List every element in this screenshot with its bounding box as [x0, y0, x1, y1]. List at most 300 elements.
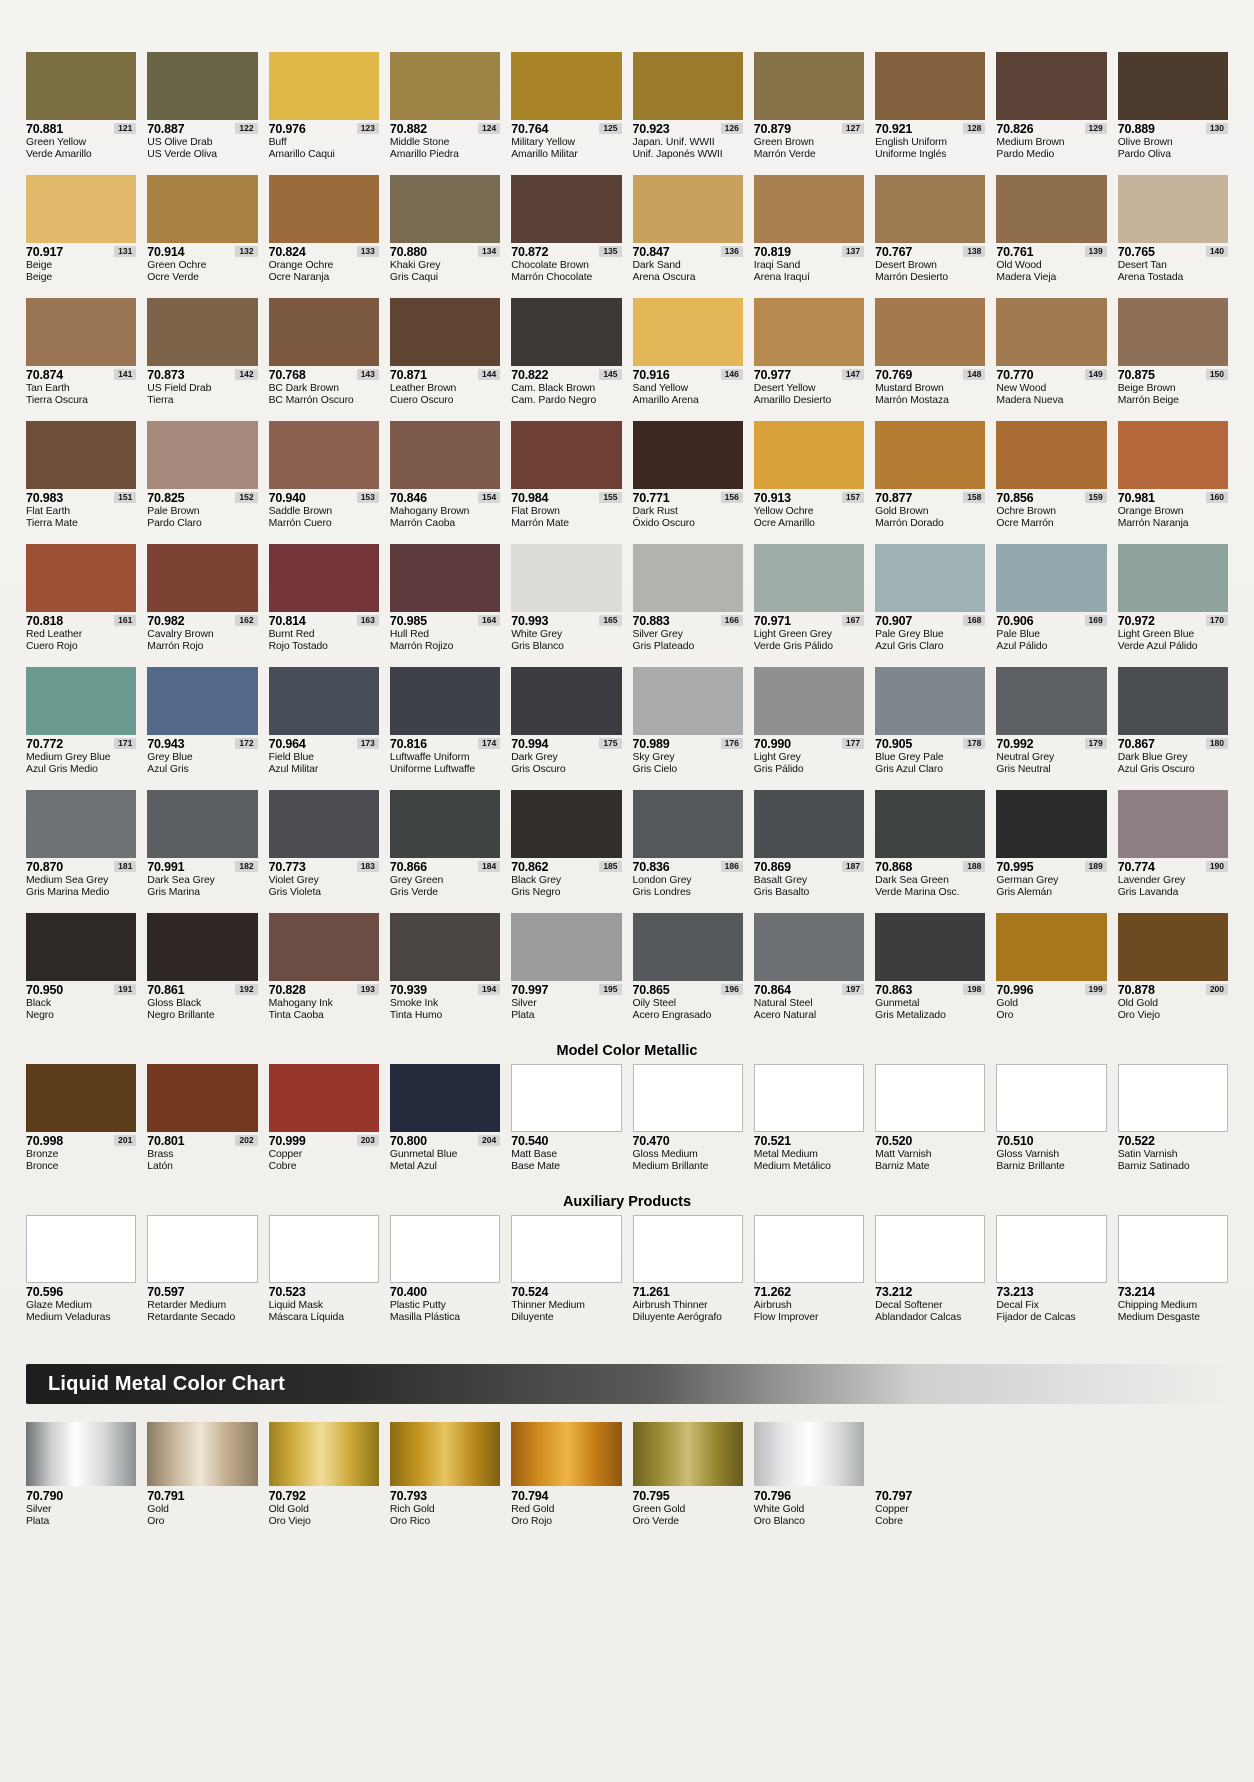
color-name-en: Oily Steel: [632, 998, 676, 1009]
color-cell[interactable]: [1118, 1064, 1228, 1187]
liquid-metal-grid: [0, 1404, 1254, 1562]
color-name-en: Tan Earth: [26, 383, 70, 394]
liquid-metal-cell[interactable]: [26, 1422, 136, 1542]
color-cell[interactable]: [26, 544, 136, 667]
color-code: 70.874: [26, 368, 64, 382]
color-name-es: Barniz Brillante: [996, 1160, 1065, 1172]
color-swatch: [754, 544, 864, 612]
color-cell[interactable]: [147, 175, 257, 298]
liquid-metal-cell[interactable]: [754, 1422, 864, 1542]
color-name-en: Flat Earth: [26, 506, 71, 517]
color-index-badge: 150: [1206, 369, 1228, 380]
color-cell[interactable]: [996, 790, 1106, 913]
color-swatch: [390, 544, 500, 612]
color-swatch: [26, 1215, 136, 1283]
color-cell[interactable]: [754, 1215, 864, 1338]
color-cell[interactable]: [26, 1215, 136, 1338]
color-cell[interactable]: [1118, 421, 1228, 544]
liquid-metal-code: 70.790: [26, 1489, 64, 1503]
color-cell[interactable]: [511, 52, 621, 175]
color-meta: [996, 612, 1106, 663]
color-cell[interactable]: [633, 790, 743, 913]
color-cell[interactable]: [26, 1064, 136, 1187]
color-cell[interactable]: [754, 421, 864, 544]
color-cell[interactable]: [511, 544, 621, 667]
color-cell[interactable]: [1118, 52, 1228, 175]
color-index-badge: 147: [842, 369, 864, 380]
color-name-es: Uniforme Inglés: [875, 148, 947, 160]
color-meta: [511, 1132, 621, 1183]
color-meta: [390, 858, 500, 909]
color-meta: [875, 120, 985, 171]
color-cell[interactable]: [269, 1215, 379, 1338]
color-index-badge: 129: [1085, 123, 1107, 134]
liquid-metal-cell[interactable]: [633, 1422, 743, 1542]
color-index-badge: 190: [1206, 861, 1228, 872]
color-meta: [1118, 612, 1228, 663]
color-name-es: Marrón Rojo: [147, 640, 204, 652]
color-meta: [754, 981, 864, 1032]
color-cell[interactable]: [633, 1064, 743, 1187]
color-cell[interactable]: [390, 1215, 500, 1338]
liquid-metal-code: 70.796: [753, 1489, 791, 1503]
color-cell[interactable]: [875, 421, 985, 544]
color-name-es: Azul Militar: [268, 763, 319, 775]
color-cell[interactable]: [147, 790, 257, 913]
color-cell[interactable]: [147, 298, 257, 421]
color-cell[interactable]: [269, 52, 379, 175]
color-code: 71.262: [753, 1285, 791, 1299]
color-cell[interactable]: [147, 1215, 257, 1338]
color-cell[interactable]: [269, 421, 379, 544]
color-code: 70.998: [26, 1134, 64, 1148]
color-name-es: Ocre Marrón: [996, 517, 1054, 529]
color-name-en: Leather Brown: [389, 383, 457, 394]
color-name-es: Azul Pálido: [996, 640, 1048, 652]
color-index-badge: 186: [721, 861, 743, 872]
color-swatch: [147, 298, 257, 366]
color-index-badge: 196: [721, 984, 743, 995]
liquid-metal-cell[interactable]: [511, 1422, 621, 1542]
color-code: 70.861: [147, 983, 185, 997]
color-swatch: [511, 667, 621, 735]
color-name-es: Retardante Secado: [147, 1311, 236, 1323]
color-cell[interactable]: [390, 175, 500, 298]
color-name-en: Gloss Medium: [632, 1149, 698, 1160]
color-cell[interactable]: [511, 913, 621, 1036]
liquid-metal-meta: [26, 1486, 136, 1538]
color-name-es: Negro Brillante: [147, 1009, 215, 1021]
color-meta: [754, 1132, 864, 1183]
color-meta: [269, 735, 379, 786]
color-name-es: Marrón Caoba: [389, 517, 456, 529]
color-cell[interactable]: [996, 421, 1106, 544]
color-swatch: [754, 790, 864, 858]
color-name-en: Old Wood: [996, 260, 1042, 271]
color-cell[interactable]: [754, 52, 864, 175]
color-swatch: [754, 1215, 864, 1283]
color-cell[interactable]: [754, 544, 864, 667]
color-cell[interactable]: [390, 52, 500, 175]
color-name-es: Gris Caqui: [389, 271, 438, 283]
color-cell[interactable]: [996, 667, 1106, 790]
color-meta: [633, 366, 743, 417]
color-cell[interactable]: [147, 913, 257, 1036]
color-name-en: Buff: [268, 137, 287, 148]
color-meta: [269, 612, 379, 663]
color-index-badge: 198: [963, 984, 985, 995]
color-code: 70.881: [26, 122, 64, 136]
color-index-badge: 164: [478, 615, 500, 626]
color-cell[interactable]: [26, 298, 136, 421]
color-swatch: [754, 52, 864, 120]
color-name-en: Airbrush: [753, 1300, 792, 1311]
color-cell[interactable]: [875, 175, 985, 298]
color-meta: [1118, 981, 1228, 1032]
liquid-metal-cell[interactable]: [147, 1422, 257, 1542]
color-code: 70.984: [511, 491, 549, 505]
color-swatch: [996, 667, 1106, 735]
color-code: 70.856: [996, 491, 1034, 505]
color-code: 70.521: [753, 1134, 791, 1148]
color-name-en: Luftwaffe Uniform: [389, 752, 470, 763]
color-meta: [875, 858, 985, 909]
color-index-badge: 178: [963, 738, 985, 749]
color-cell[interactable]: [875, 790, 985, 913]
color-name-en: Dark Rust: [632, 506, 678, 517]
color-cell[interactable]: [390, 1064, 500, 1187]
color-index-badge: 157: [842, 492, 864, 503]
color-index-badge: 149: [1085, 369, 1107, 380]
color-name-es: US Verde Oliva: [147, 148, 217, 160]
color-code: 70.768: [268, 368, 306, 382]
color-cell[interactable]: [26, 913, 136, 1036]
color-name-es: Amarillo Desierto: [753, 394, 832, 406]
color-cell[interactable]: [754, 790, 864, 913]
color-name-es: Acero Natural: [753, 1009, 817, 1021]
color-cell[interactable]: [996, 1064, 1106, 1187]
color-meta: [754, 858, 864, 909]
color-code: 70.989: [632, 737, 670, 751]
color-index-badge: 175: [599, 738, 621, 749]
color-meta: [633, 120, 743, 171]
color-cell[interactable]: [269, 667, 379, 790]
color-cell[interactable]: [996, 1215, 1106, 1338]
color-cell[interactable]: [390, 421, 500, 544]
color-name-es: Gris Pálido: [753, 763, 804, 775]
color-swatch: [875, 1064, 985, 1132]
color-cell[interactable]: [633, 544, 743, 667]
color-cell[interactable]: [875, 298, 985, 421]
color-cell[interactable]: [633, 298, 743, 421]
color-name-en: Silver Grey: [632, 629, 683, 640]
color-meta: [754, 243, 864, 294]
color-cell[interactable]: [269, 544, 379, 667]
color-swatch: [269, 1215, 379, 1283]
color-cell[interactable]: [633, 421, 743, 544]
color-name-es: Gris Alemán: [996, 886, 1052, 898]
color-name-en: Liquid Mask: [268, 1300, 323, 1311]
color-name-es: Beige: [26, 271, 53, 283]
color-code: 70.913: [753, 491, 791, 505]
color-cell[interactable]: [754, 175, 864, 298]
color-cell[interactable]: [147, 667, 257, 790]
color-grid: [0, 52, 1254, 1338]
color-cell[interactable]: [511, 667, 621, 790]
liquid-metal-code: 70.794: [511, 1489, 549, 1503]
color-index-badge: 187: [842, 861, 864, 872]
color-name-en: Iraqi Sand: [753, 260, 801, 271]
color-meta: [390, 243, 500, 294]
color-code: 70.828: [268, 983, 306, 997]
color-swatch: [996, 544, 1106, 612]
color-name-en: Dark Sand: [632, 260, 681, 271]
liquid-metal-cell[interactable]: [269, 1422, 379, 1542]
color-meta: [26, 1283, 136, 1334]
color-name-en: Red Leather: [26, 629, 83, 640]
color-swatch: [511, 52, 621, 120]
color-name-es: Tierra: [147, 394, 174, 406]
color-name-es: Cobre: [268, 1160, 297, 1172]
color-cell[interactable]: [754, 667, 864, 790]
color-code: 70.816: [389, 737, 427, 751]
color-cell[interactable]: [511, 1215, 621, 1338]
color-cell[interactable]: [875, 544, 985, 667]
color-code: 70.836: [632, 860, 670, 874]
color-meta: [633, 735, 743, 786]
color-name-es: Arena Iraquí: [753, 271, 810, 283]
color-index-badge: 162: [235, 615, 257, 626]
color-index-badge: 121: [114, 123, 136, 134]
color-meta: [1118, 1283, 1228, 1334]
color-swatch: [875, 544, 985, 612]
liquid-metal-name-es: Oro Rojo: [511, 1515, 552, 1527]
color-code: 70.862: [511, 860, 549, 874]
color-index-badge: 184: [478, 861, 500, 872]
color-name-es: Medium Veladuras: [26, 1311, 111, 1323]
color-meta: [875, 981, 985, 1032]
color-cell[interactable]: [875, 1064, 985, 1187]
color-cell[interactable]: [633, 175, 743, 298]
color-meta: [511, 120, 621, 171]
color-meta: [754, 366, 864, 417]
color-cell[interactable]: [26, 52, 136, 175]
liquid-metal-meta: [511, 1486, 621, 1538]
color-cell[interactable]: [1118, 298, 1228, 421]
color-cell[interactable]: [511, 1064, 621, 1187]
color-swatch: [754, 421, 864, 489]
color-cell[interactable]: [390, 790, 500, 913]
color-cell[interactable]: [26, 790, 136, 913]
color-cell[interactable]: [269, 175, 379, 298]
color-meta: [26, 243, 136, 294]
color-swatch: [875, 52, 985, 120]
color-name-en: Military Yellow: [511, 137, 575, 148]
color-cell[interactable]: [996, 544, 1106, 667]
color-code: 70.905: [875, 737, 913, 751]
color-cell[interactable]: [511, 421, 621, 544]
color-name-es: Medium Brillante: [632, 1160, 709, 1172]
color-name-es: Latón: [147, 1160, 173, 1172]
color-cell[interactable]: [1118, 1215, 1228, 1338]
color-cell[interactable]: [996, 52, 1106, 175]
color-name-es: Tinta Humo: [389, 1009, 443, 1021]
liquid-metal-swatch: [754, 1422, 864, 1486]
color-name-en: Khaki Grey: [389, 260, 441, 271]
color-swatch: [390, 913, 500, 981]
color-cell[interactable]: [633, 1215, 743, 1338]
color-code: 70.950: [26, 983, 64, 997]
color-cell[interactable]: [390, 667, 500, 790]
color-cell[interactable]: [1118, 175, 1228, 298]
color-index-badge: 194: [478, 984, 500, 995]
color-index-badge: 160: [1206, 492, 1228, 503]
color-swatch: [1118, 544, 1228, 612]
color-cell[interactable]: [875, 52, 985, 175]
color-meta: [754, 735, 864, 786]
color-cell[interactable]: [754, 1064, 864, 1187]
color-meta: [1118, 366, 1228, 417]
color-code: 70.985: [389, 614, 427, 628]
color-name-es: Marrón Mate: [511, 517, 569, 529]
color-name-en: Gloss Varnish: [996, 1149, 1059, 1160]
color-cell[interactable]: [26, 421, 136, 544]
color-cell[interactable]: [26, 667, 136, 790]
color-meta: [633, 1283, 743, 1334]
color-meta: [147, 366, 257, 417]
liquid-metal-swatch: [26, 1422, 136, 1486]
color-code: 70.596: [26, 1285, 64, 1299]
color-name-en: Matt Base: [511, 1149, 558, 1160]
color-index-badge: 172: [235, 738, 257, 749]
color-code: 70.773: [268, 860, 306, 874]
color-name-es: Tierra Mate: [26, 517, 78, 529]
liquid-metal-title: Liquid Metal Color Chart: [48, 1372, 286, 1395]
color-index-badge: 125: [599, 123, 621, 134]
color-meta: [26, 489, 136, 540]
color-cell[interactable]: [1118, 790, 1228, 913]
color-swatch: [996, 1064, 1106, 1132]
color-index-badge: 126: [721, 123, 743, 134]
color-cell[interactable]: [147, 421, 257, 544]
color-meta: [26, 1132, 136, 1183]
color-index-badge: 152: [235, 492, 257, 503]
color-index-badge: 131: [114, 246, 136, 257]
color-cell[interactable]: [875, 667, 985, 790]
color-cell[interactable]: [1118, 913, 1228, 1036]
color-cell[interactable]: [511, 298, 621, 421]
color-name-en: Basalt Grey: [753, 875, 807, 886]
color-cell[interactable]: [390, 298, 500, 421]
color-code: 70.887: [147, 122, 185, 136]
color-meta: [1118, 735, 1228, 786]
color-name-es: Oro: [996, 1009, 1014, 1021]
liquid-metal-swatch: [269, 1422, 379, 1486]
color-cell[interactable]: [1118, 667, 1228, 790]
color-cell[interactable]: [633, 52, 743, 175]
color-cell[interactable]: [269, 913, 379, 1036]
color-cell[interactable]: [390, 544, 500, 667]
color-cell[interactable]: [1118, 544, 1228, 667]
color-cell[interactable]: [875, 913, 985, 1036]
color-cell[interactable]: [996, 298, 1106, 421]
color-cell[interactable]: [511, 790, 621, 913]
color-code: 70.878: [1117, 983, 1155, 997]
color-name-es: Verde Amarillo: [26, 148, 92, 160]
color-swatch: [269, 52, 379, 120]
color-swatch: [26, 667, 136, 735]
color-swatch: [754, 298, 864, 366]
color-swatch: [26, 175, 136, 243]
color-cell[interactable]: [511, 175, 621, 298]
color-cell[interactable]: [147, 1064, 257, 1187]
color-index-badge: 130: [1206, 123, 1228, 134]
color-cell[interactable]: [996, 175, 1106, 298]
color-cell[interactable]: [754, 298, 864, 421]
color-cell[interactable]: [633, 667, 743, 790]
color-name-en: Grey Blue: [147, 752, 193, 763]
color-cell[interactable]: [147, 52, 257, 175]
color-cell[interactable]: [390, 913, 500, 1036]
color-cell[interactable]: [147, 544, 257, 667]
color-cell[interactable]: [875, 1215, 985, 1338]
color-name-en: US Olive Drab: [147, 137, 213, 148]
color-cell[interactable]: [26, 175, 136, 298]
color-name-en: Lavender Grey: [1117, 875, 1186, 886]
color-code: 70.867: [1117, 737, 1155, 751]
color-swatch: [26, 790, 136, 858]
color-index-badge: 145: [599, 369, 621, 380]
liquid-metal-swatch: [633, 1422, 743, 1486]
liquid-metal-name-es: Oro Blanco: [753, 1515, 805, 1527]
color-code: 70.865: [632, 983, 670, 997]
color-code: 70.869: [753, 860, 791, 874]
color-meta: [147, 120, 257, 171]
color-cell[interactable]: [754, 913, 864, 1036]
color-cell[interactable]: [996, 913, 1106, 1036]
color-cell[interactable]: [269, 298, 379, 421]
color-swatch: [1118, 175, 1228, 243]
liquid-metal-cell[interactable]: [875, 1422, 985, 1542]
liquid-metal-cell[interactable]: [390, 1422, 500, 1542]
color-code: 70.771: [632, 491, 670, 505]
color-name-es: Madera Vieja: [996, 271, 1057, 283]
color-swatch: [26, 421, 136, 489]
color-name-es: Cuero Rojo: [26, 640, 78, 652]
color-meta: [511, 858, 621, 909]
color-name-es: Diluyente: [511, 1311, 554, 1323]
color-name-en: Pale Blue: [996, 629, 1040, 640]
liquid-metal-meta: [269, 1486, 379, 1538]
color-meta: [875, 1283, 985, 1334]
color-code: 70.917: [26, 245, 64, 259]
color-cell[interactable]: [633, 913, 743, 1036]
color-index-badge: 135: [599, 246, 621, 257]
color-meta: [147, 243, 257, 294]
color-swatch: [1118, 913, 1228, 981]
color-meta: [875, 243, 985, 294]
color-code: 70.914: [147, 245, 185, 259]
color-swatch: [26, 298, 136, 366]
color-swatch: [633, 52, 743, 120]
color-code: 70.992: [996, 737, 1034, 751]
color-name-en: Medium Sea Grey: [26, 875, 109, 886]
color-name-en: Green Ochre: [147, 260, 207, 271]
color-cell[interactable]: [269, 790, 379, 913]
color-cell[interactable]: [269, 1064, 379, 1187]
color-name-en: Retarder Medium: [147, 1300, 227, 1311]
color-index-badge: 173: [357, 738, 379, 749]
